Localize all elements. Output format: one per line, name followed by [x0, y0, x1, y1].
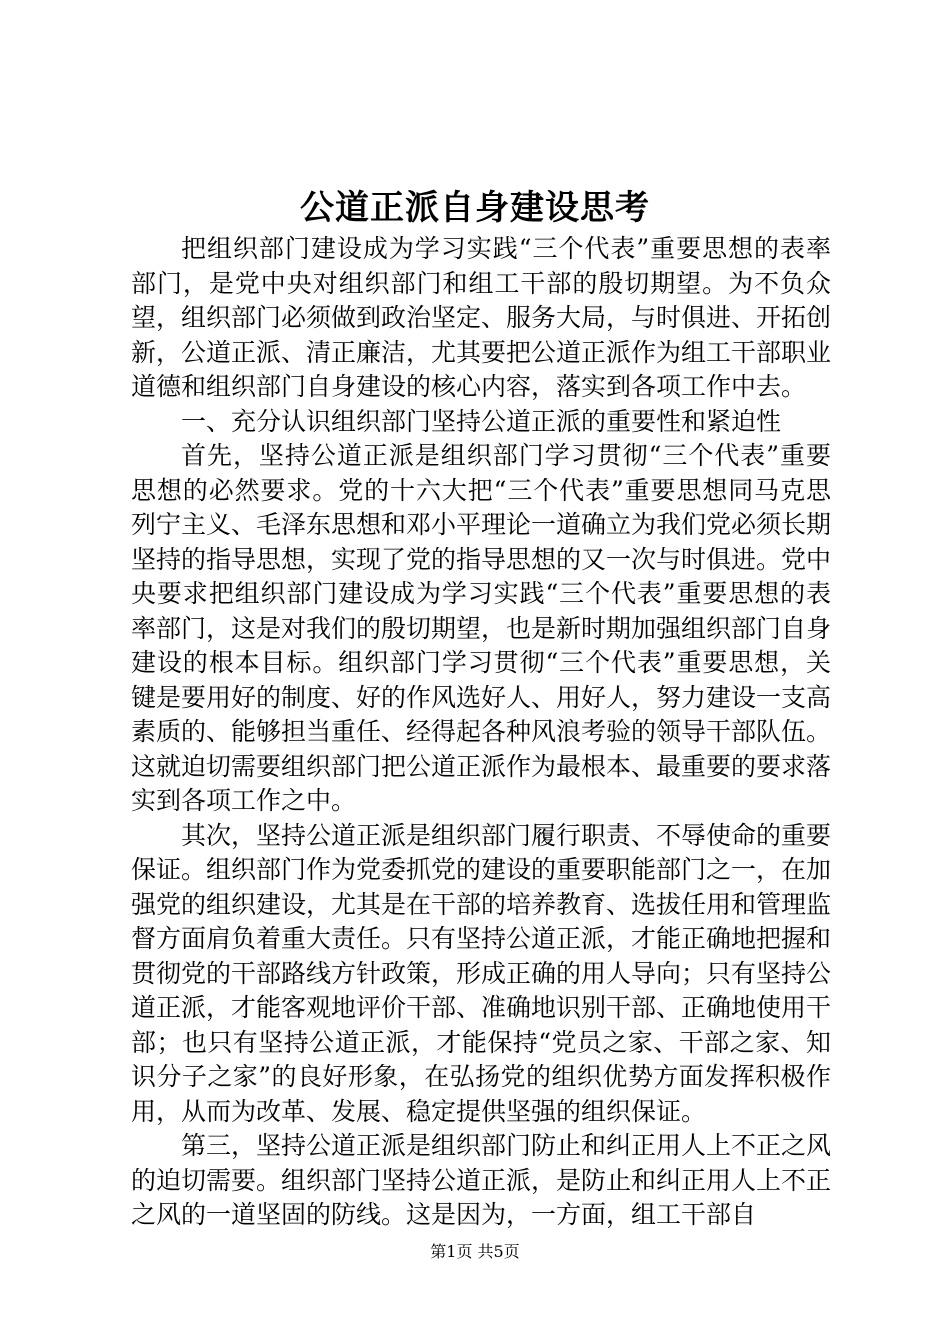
document-title: 公道正派自身建设思考: [300, 188, 650, 228]
document-body: [131, 232, 831, 1233]
paragraph-third: 第三，坚持公道正派是组织部门防止和纠正用人上不正之风的迫切需要。组织部门坚持公道正派，是防止和纠正用人上不正之风的一道坚固的防线。这是因为，一方面，组工干部自: [131, 1131, 832, 1229]
paragraph-intro: 把组织部门建设成为学习实践“三个代表”重要思想的表率部门，是党中央对组织部门和组工干部的殷切期望。为不负众望，组织部门必须做到政治坚定、服务大局，与时俱进、开拓创新，公道正派、清正廉洁，尤其要把公道正派作为组工干部职业道德和组织部门自身建设的核心内容，落实到各项工作中去。: [131, 234, 832, 401]
page-number-footer: 第1页 共5页: [430, 1242, 520, 1261]
section-heading-1: 一、充分认识组织部门坚持公道正派的重要性和紧迫性: [181, 406, 782, 436]
paragraph-first: 首先，坚持公道正派是组织部门学习贯彻“三个代表”重要思想的必然要求。党的十六大把“三个代表”重要思想同马克思列宁主义、毛泽东思想和邓小平理论一道确立为我们党必须长期坚持的指导思想，实现了党的指导思想的又一次与时俱进。党中央要求把组织部门建设成为学习实践“三个代表”重要思想的表率部门，这是对我们的殷切期望，也是新时期加强组织部门自身建设的根本目标。组织部门学习贯彻“三个代表”重要思想，关键是要用好的制度、好的作风选好人、用好人，努力建设一支高素质的、能够担当重任、经得起各种风浪考验的领导干部队伍。这就迫切需要组织部门把公道正派作为最根本、最重要的要求落实到各项工作之中。: [131, 441, 832, 815]
paragraph-second: 其次，坚持公道正派是组织部门履行职责、不辱使命的重要保证。组织部门作为党委抓党的建设的重要职能部门之一，在加强党的组织建设，尤其是在干部的培养教育、选拔任用和管理监督方面肩负着重大责任。只有坚持公道正派，才能正确地把握和贯彻党的干部路线方针政策，形成正确的用人导向；只有坚持公道正派，才能客观地评价干部、准确地识别干部、正确地使用干部；也只有坚持公道正派，才能保持“党员之家、干部之家、知识分子之家”的良好形象，在弘扬党的组织优势方面发挥积极作用，从而为改革、发展、稳定提供坚强的组织保证。: [131, 820, 832, 1126]
